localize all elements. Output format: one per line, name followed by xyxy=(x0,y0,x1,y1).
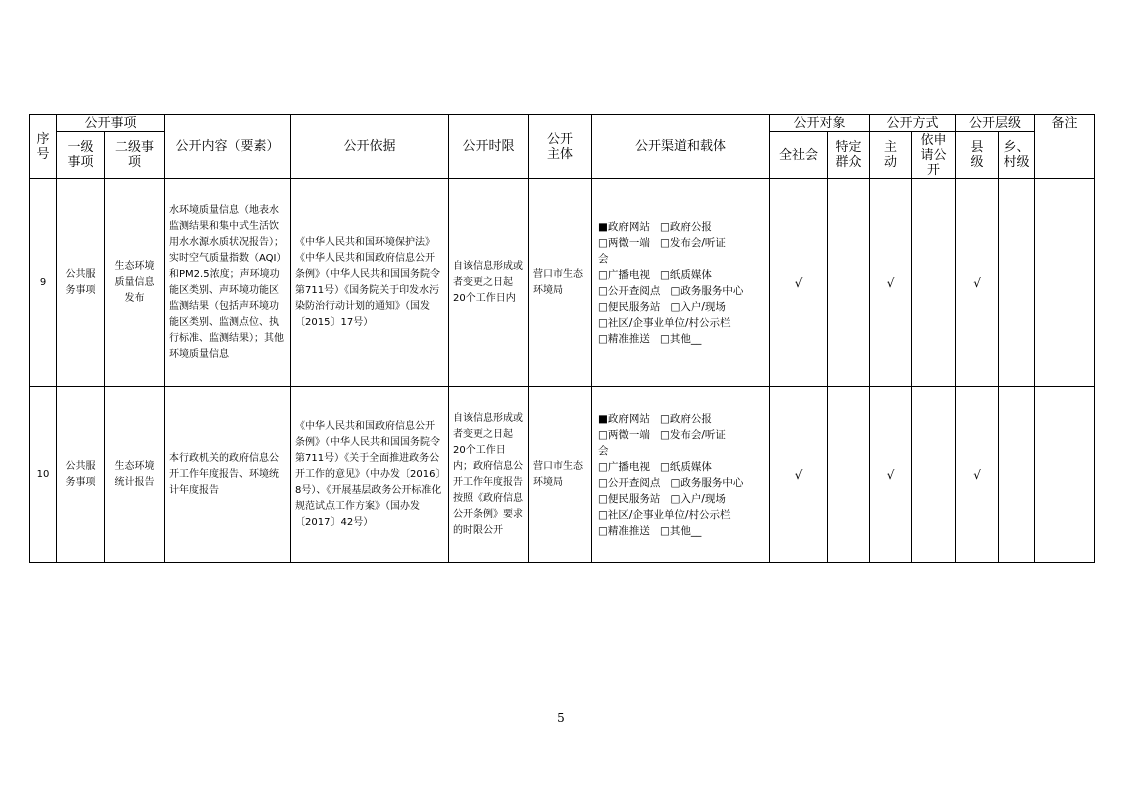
row-content: 本行政机关的政府信息公开工作年度报告、环境统计年度报告 xyxy=(165,387,291,563)
table-row xyxy=(30,387,1095,563)
row-time-limit: 自该信息形成或者变更之日起20个工作日内 xyxy=(449,179,529,387)
header-subject: 公开主体 xyxy=(529,115,592,179)
row-on-request xyxy=(912,179,956,387)
row-level2: 生态环境质量信息发布 xyxy=(105,179,165,387)
header-specific-groups: 特定群众 xyxy=(828,132,870,179)
header-level1: 一级事项 xyxy=(57,132,105,179)
header-basis: 公开依据 xyxy=(291,115,449,179)
row-township xyxy=(999,179,1035,387)
row-on-request xyxy=(912,387,956,563)
disclosure-table xyxy=(29,114,1095,563)
row-county-check: √ xyxy=(956,179,999,387)
channel-list: ■政府网站 □政府公报 □两微一端 □发布会/听证 会 □广播电视 □纸质媒体 □公开查阅点 □政务服务中心 □便民服务站 □入户/现场 □社区/企事业单位/村公示栏 □精准推送 □其他__ xyxy=(598,220,744,345)
header-channels: 公开渠道和载体 xyxy=(592,115,770,179)
channel-list: ■政府网站 □政府公报 □两微一端 □发布会/听证 会 □广播电视 □纸质媒体 □公开查阅点 □政务服务中心 □便民服务站 □入户/现场 □社区/企事业单位/村公示栏 □精准推送 □其他__ xyxy=(598,412,744,537)
row-level2: 生态环境统计报告 xyxy=(105,387,165,563)
row-basis: 《中华人民共和国环境保护法》《中华人民共和国政府信息公开条例》（中华人民共和国国务院令第711号）《国务院关于印发水污染防治行动计划的通知》（国发〔2015〕17号） xyxy=(291,179,449,387)
row-level1: 公共服务事项 xyxy=(57,387,105,563)
row-remarks xyxy=(1035,179,1095,387)
row-all-society-check: √ xyxy=(770,179,828,387)
header-on-request: 依申请公开 xyxy=(912,132,956,179)
header-all-society: 全社会 xyxy=(770,132,828,179)
row-subject: 营口市生态环境局 xyxy=(529,387,592,563)
header-township: 乡、村级 xyxy=(999,132,1035,179)
header-remarks: 备注 xyxy=(1035,115,1095,179)
row-specific-groups xyxy=(828,179,870,387)
row-channels xyxy=(592,179,770,387)
row-level1: 公共服务事项 xyxy=(57,179,105,387)
header-level2: 二级事项 xyxy=(105,132,165,179)
header-time-limit: 公开时限 xyxy=(449,115,529,179)
header-matters-group: 公开事项 xyxy=(57,115,165,132)
row-seq: 10 xyxy=(30,387,57,563)
row-basis: 《中华人民共和国政府信息公开条例》（中华人民共和国国务院令第711号）《关于全面推进政务公开工作的意见》（中办发〔2016〕8号）、《开展基层政务公开标准化规范试点工作方案》（国办发〔2017〕42号） xyxy=(291,387,449,563)
row-time-limit: 自该信息形成或者变更之日起20个工作日内；政府信息公开工作年度报告按照《政府信息公开条例》要求的时限公开 xyxy=(449,387,529,563)
row-channels xyxy=(592,387,770,563)
row-seq: 9 xyxy=(30,179,57,387)
row-content: 水环境质量信息（地表水监测结果和集中式生活饮用水水源水质状况报告）；实时空气质量指数（AQI）和PM2.5浓度；声环境功能区类别、声环境功能区监测结果（包括声环境功能区类别、监测点位、执行标准、监测结果）；其他环境质量信息 xyxy=(165,179,291,387)
row-county-check: √ xyxy=(956,387,999,563)
table-row xyxy=(30,179,1095,387)
row-active-check: √ xyxy=(870,179,912,387)
row-remarks xyxy=(1035,387,1095,563)
row-subject: 营口市生态环境局 xyxy=(529,179,592,387)
row-township xyxy=(999,387,1035,563)
header-active: 主动 xyxy=(870,132,912,179)
header-level-group: 公开层级 xyxy=(956,115,1035,132)
header-content: 公开内容（要素） xyxy=(165,115,291,179)
row-specific-groups xyxy=(828,387,870,563)
header-county: 县级 xyxy=(956,132,999,179)
page-number: 5 xyxy=(557,711,565,725)
header-mode-group: 公开方式 xyxy=(870,115,956,132)
header-seq: 序号 xyxy=(30,115,57,179)
header-audience-group: 公开对象 xyxy=(770,115,870,132)
row-all-society-check: √ xyxy=(770,387,828,563)
row-active-check: √ xyxy=(870,387,912,563)
